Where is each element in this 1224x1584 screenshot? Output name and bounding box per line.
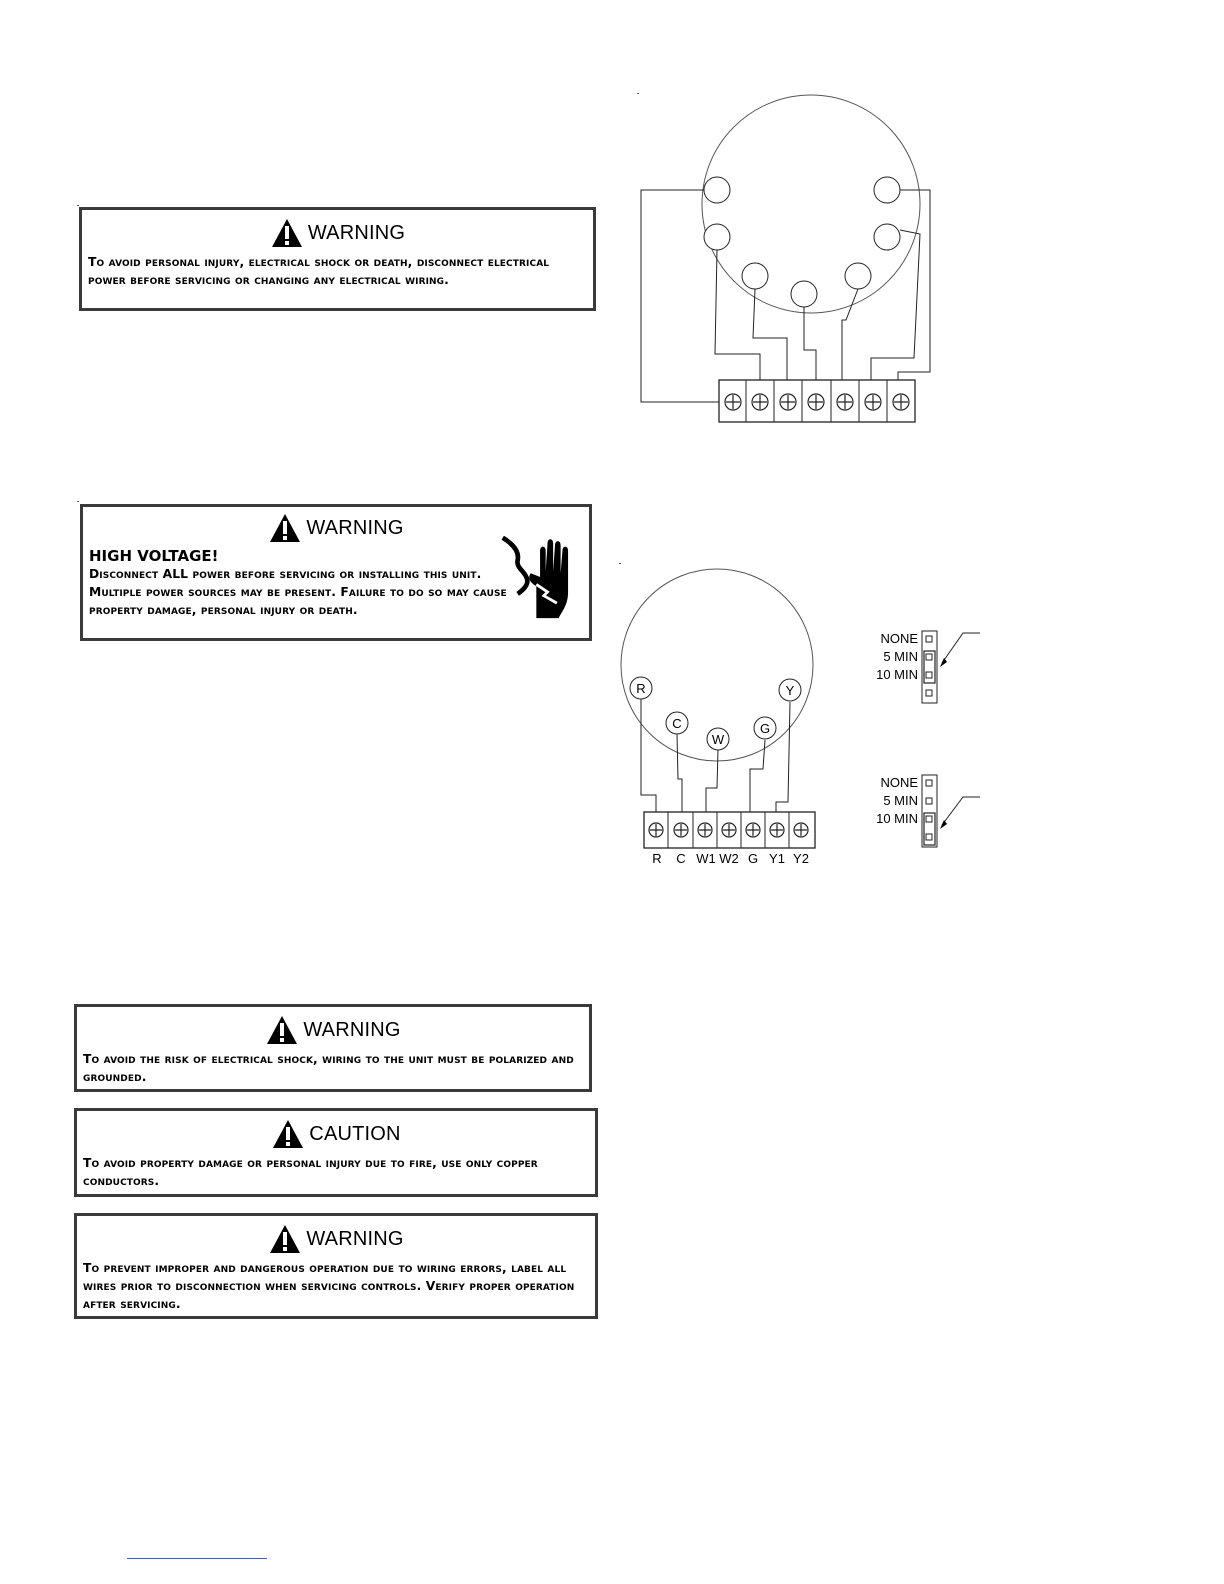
scan-mark	[77, 501, 79, 502]
caution-text: To avoid property damage or personal injury due to fire, use only copper conductors.	[83, 1156, 538, 1188]
warning-triangle-icon	[268, 512, 302, 544]
warning-title: WARNING	[303, 1018, 401, 1041]
shock-hand-icon	[499, 529, 583, 625]
circle-label: C	[672, 716, 682, 731]
wiring-diagram-2	[600, 560, 840, 880]
warning-title: WARNING	[306, 1227, 404, 1250]
wiring-diagram-1	[600, 80, 960, 440]
terminal-label: Y2	[793, 851, 809, 866]
circle-label: R	[636, 681, 646, 696]
caution-box-copper	[74, 1108, 598, 1197]
scan-mark	[619, 563, 621, 564]
scan-mark	[77, 205, 79, 206]
jumper-option-label: NONE	[880, 631, 918, 646]
warning-text: To avoid personal injury, electrical shock or death, disconnect electrical power before servicing or changing any electrical wiring.	[88, 255, 550, 287]
terminal-label: G	[747, 851, 759, 866]
warning-box-electrical	[79, 207, 596, 311]
terminal-circle	[791, 281, 817, 307]
warning-header	[82, 216, 593, 250]
terminal-label: R	[652, 851, 662, 866]
terminal-label: Y1	[769, 851, 785, 866]
terminal-circle	[874, 224, 900, 250]
jumper-selector-1	[860, 625, 990, 710]
circle-label: Y	[785, 683, 795, 698]
warning-triangle-icon	[265, 1014, 299, 1046]
warning-title: WARNING	[307, 221, 406, 244]
terminal-circle	[845, 263, 871, 289]
jumper-option-label: 10 MIN	[876, 811, 918, 826]
caution-triangle-icon	[271, 1118, 305, 1150]
warning-header	[77, 1013, 589, 1047]
warning-triangle-icon	[268, 1223, 302, 1255]
terminal-circle	[704, 224, 730, 250]
high-voltage-heading: HIGH VOLTAGE!	[89, 547, 219, 565]
jumper-option-label: 5 MIN	[883, 793, 918, 808]
caution-header	[77, 1117, 595, 1151]
warning-text: Disconnect ALL power before servicing or installing this unit. Multiple power sources may be present. Failure to do so may cause property damage, personal injury or death.	[89, 567, 507, 617]
warning-text: To prevent improper and dangerous operation due to wiring errors, label all wires prior to disconnection when servicing controls. Verify proper operation after servicing.	[83, 1261, 575, 1311]
terminal-label: C	[676, 851, 686, 866]
warning-box-label-wires	[74, 1213, 598, 1319]
terminal-circle	[704, 177, 730, 203]
caution-title: CAUTION	[309, 1122, 401, 1145]
jumper-option-label: 5 MIN	[883, 649, 918, 664]
terminal-circle	[874, 177, 900, 203]
circle-label: G	[759, 721, 771, 736]
terminal-label: W2	[719, 851, 739, 866]
scan-mark	[637, 93, 639, 94]
terminal-label: W1	[696, 851, 716, 866]
footer-link-underline[interactable]	[127, 1558, 267, 1559]
warning-header	[77, 1222, 595, 1256]
warning-title: WARNING	[306, 516, 404, 539]
jumper-option-label: 10 MIN	[876, 667, 918, 682]
jumper-option-label: NONE	[880, 775, 918, 790]
circle-label: W	[711, 732, 725, 747]
warning-box-high-voltage	[80, 504, 592, 641]
jumper-selector-2	[860, 769, 990, 854]
terminal-circle	[742, 263, 768, 289]
warning-box-polarized	[74, 1004, 592, 1092]
warning-text: To avoid the risk of electrical shock, wiring to the unit must be polarized and grounded.	[83, 1052, 574, 1084]
warning-triangle-icon	[270, 217, 304, 249]
